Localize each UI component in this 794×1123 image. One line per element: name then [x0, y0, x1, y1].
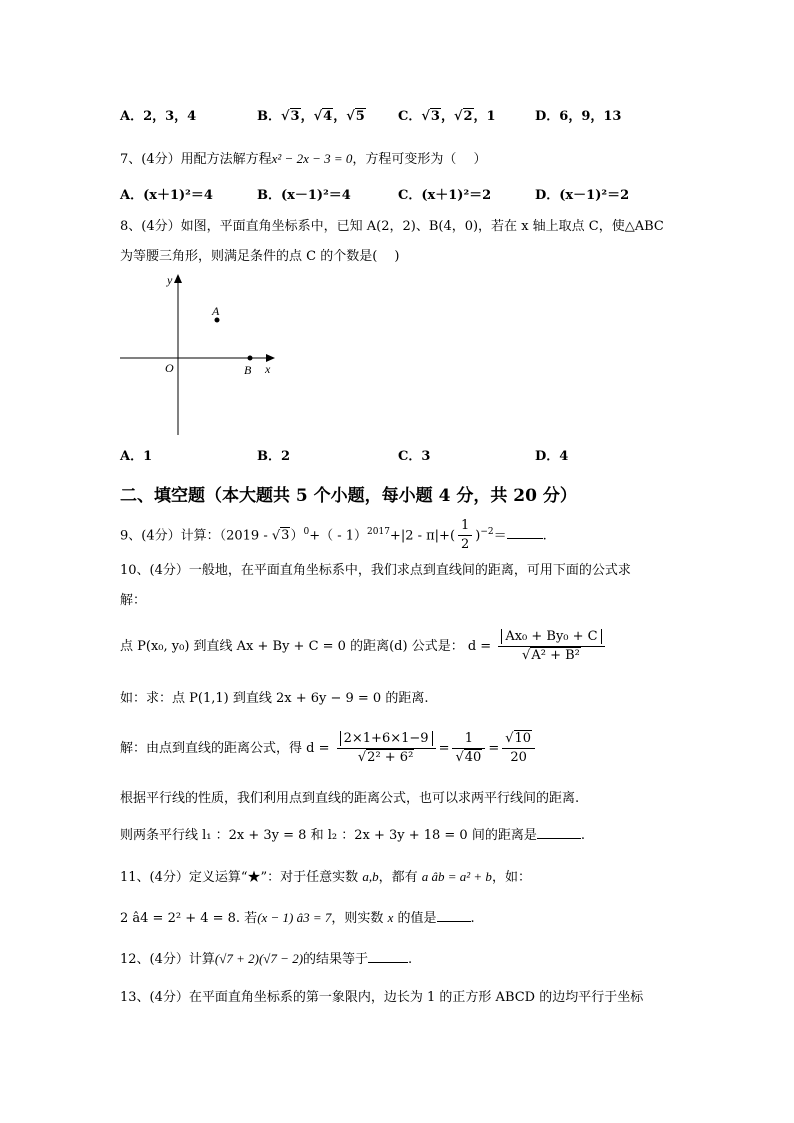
- q7-equation: x² − 2x − 3 = 0: [271, 151, 353, 166]
- q7-question: [120, 150, 487, 169]
- q10-question-end: .: [580, 828, 585, 843]
- q6-c-tail: ，1: [473, 109, 496, 124]
- q6-option-c-prefix: C．: [398, 109, 422, 124]
- q8-option-a: A．1: [120, 449, 153, 464]
- q8-coordinate-figure: [115, 270, 285, 440]
- q11-line-1: [120, 868, 531, 887]
- q10-f2-num: 1: [452, 730, 485, 749]
- q10-solution-eq-1: =: [438, 741, 450, 756]
- q6-option-a: A．2，3，4: [120, 109, 197, 124]
- q10-answer-blank[interactable]: [537, 838, 581, 839]
- q9-answer-blank[interactable]: [507, 538, 543, 539]
- q7-option-c: C．(x＋1)²＝2: [398, 188, 492, 203]
- q12-end: .: [408, 952, 413, 967]
- q9-exp-neg2: −2: [480, 527, 494, 537]
- q9-mid1: ）: [290, 528, 304, 544]
- q10-f2-den: 40: [464, 750, 482, 765]
- q11-vars: a,b: [362, 869, 379, 884]
- q11-line-2: [120, 909, 475, 928]
- q11-line1-suffix: ，如：: [491, 870, 531, 885]
- q9-radicand: 3: [281, 528, 290, 544]
- q10-solution-den: 2² + 6²: [367, 750, 414, 765]
- q7-option-b: B．(x－1)²＝4: [257, 188, 351, 203]
- q11-line2-end: 的值是: [397, 911, 437, 926]
- q11-end: .: [470, 911, 475, 926]
- q10-solution: [120, 729, 538, 769]
- q11-example: 2 â4 = 2² + 4 = 8: [120, 911, 236, 926]
- q9-mid2: +（ - 1）: [309, 528, 368, 544]
- q6-c-radicand-1: 3: [430, 109, 440, 124]
- q9-fraction: [458, 517, 472, 554]
- q10-formula-den: A² + B²: [531, 648, 580, 663]
- q7-option-a: A．(x＋1)²＝4: [120, 188, 213, 203]
- q10-solution-prefix: 解：由点到直线的距离公式，得 d =: [120, 741, 330, 756]
- point-b: [248, 356, 253, 361]
- q9-mid4: ): [475, 528, 481, 544]
- q6-b-radicand-2: 4: [323, 109, 333, 124]
- q6-option-d: D．6，9，13: [535, 109, 622, 124]
- q6-option-b: B．√3，√4，√5: [257, 109, 365, 124]
- q8-option-b: B．2: [257, 449, 291, 464]
- q11-answer-blank[interactable]: [437, 921, 471, 922]
- point-a: [215, 318, 220, 323]
- q11-prefix: 11、(4分）定义运算“★”：对于任意实数: [120, 870, 359, 885]
- q6-option-c: C．√3，√2，1: [398, 109, 496, 124]
- q10-parallel-note: 根据平行线的性质，我们利用点到直线的距离公式，也可以求两平行线间的距离.: [120, 791, 580, 806]
- q9-suffix: ＝: [493, 528, 507, 544]
- section-2-title: 二、填空题（本大题共 5 个小题，每小题 4 分，共 20 分）: [120, 486, 577, 506]
- q6-c-radicand-2: 2: [463, 109, 473, 124]
- q13-line-1: 13、(4分）在平面直角坐标系的第一象限内，边长为 1 的正方形 ABCD 的边均平行于坐标: [120, 990, 644, 1005]
- q9-frac-den: 2: [461, 537, 470, 553]
- q7-prefix: 7、(4分）用配方法解方程: [120, 152, 272, 167]
- y-axis-arrow-icon: [174, 274, 182, 283]
- q11-line2-suffix: ，则实数: [331, 911, 384, 926]
- q10-solution-eq-2: =: [488, 741, 500, 756]
- q10-solution-fraction-1: $\frac{2\times 1+6\times 1-9}{\text{√2² + 6²}}$: [337, 730, 436, 767]
- q10-example: 如：求：点 P(1,1) 到直线 2x + 6y − 9 = 0 的距离.: [120, 691, 429, 706]
- q12-answer-blank[interactable]: [368, 962, 408, 963]
- q12-prefix: 12、(4分）计算: [120, 952, 215, 967]
- q10-solution-fraction-3: $\frac{√10}{20}$: [502, 730, 535, 767]
- q10-solution-num: 2×1+6×1−9: [340, 731, 433, 746]
- q6-b-radicand-1: 3: [290, 109, 300, 124]
- q10-f3-den: 20: [510, 750, 527, 765]
- q9-exp2017: 2017: [367, 527, 390, 537]
- q12-suffix: 的结果等于: [303, 952, 369, 967]
- point-b-label: B: [244, 363, 252, 377]
- q11-rule: a âb = a² + b: [421, 869, 492, 884]
- q8-option-d: D．4: [535, 449, 569, 464]
- x-axis-arrow-icon: [266, 354, 275, 362]
- q6-b-radicand-3: 5: [355, 109, 365, 124]
- q10-line-2: 解：: [120, 593, 147, 608]
- q12-expression: (√7 + 2)(√7 − 2): [214, 951, 304, 966]
- q9-exp0: 0: [303, 527, 310, 537]
- y-axis-label: y: [167, 273, 173, 287]
- q8-option-c: C．3: [398, 449, 431, 464]
- point-a-label: A: [212, 304, 220, 318]
- q10-formula-prefix: 点 P(x₀, y₀) 到直线 Ax + By + C = 0 的距离(d) 公式是： d =: [120, 639, 492, 654]
- q10-formula-fraction: $\frac{\text{Ax₀ + By₀ + C}}{\text{√A² + B²}}$: [498, 628, 604, 665]
- q7-suffix: ，方程可变形为（ ）: [352, 152, 487, 167]
- q9-prefix: 9、(4分）计算：（2019 -: [120, 528, 272, 544]
- q8-line-1: 8、(4分）如图，平面直角坐标系中，已知 A(2，2)、B(4，0)，若在 x 轴上取点 C，使△ABC: [120, 219, 664, 234]
- q10-line-1: 10、(4分）一般地，在平面直角坐标系中，我们求点到直线间的距离，可用下面的公式求: [120, 563, 631, 578]
- q10-question-text: 则两条平行线 l₁ ：2x + 3y = 8 和 l₂ ：2x + 3y + 18 = 0 间的距离是: [120, 828, 537, 843]
- origin-label: O: [165, 361, 174, 375]
- q10-question: [120, 827, 585, 845]
- q6-option-b-prefix: B．: [257, 109, 281, 124]
- q10-f3-num: 10: [514, 731, 532, 746]
- q11-line2-mid: . 若: [235, 911, 258, 926]
- x-axis-label: x: [265, 362, 271, 376]
- q11-var-x: x: [387, 910, 394, 925]
- q7-option-d: D．(x－1)²＝2: [535, 188, 630, 203]
- q10-formula-num: Ax₀ + By₀ + C: [501, 629, 601, 644]
- q8-line-2: 为等腰三角形，则满足条件的点 C 的个数是( ): [120, 249, 400, 264]
- q9-question: 9、(4分）计算：（2019 - √3）$^0$+（ - 1）$^{2017}$+|2 - π|+( $\frac{1}{2}$ )$^{-2}$＝ .: [120, 518, 547, 553]
- q9-mid3: +|2 - π|+(: [389, 528, 456, 544]
- q9-frac-num: 1: [458, 517, 472, 536]
- q11-mid: ，都有: [378, 870, 418, 885]
- q12-question: [120, 950, 412, 969]
- q10-solution-fraction-2: $\frac{1}{√40}$: [452, 730, 485, 767]
- q10-formula: [120, 627, 608, 667]
- q11-condition: (x − 1) â3 = 7: [257, 910, 332, 925]
